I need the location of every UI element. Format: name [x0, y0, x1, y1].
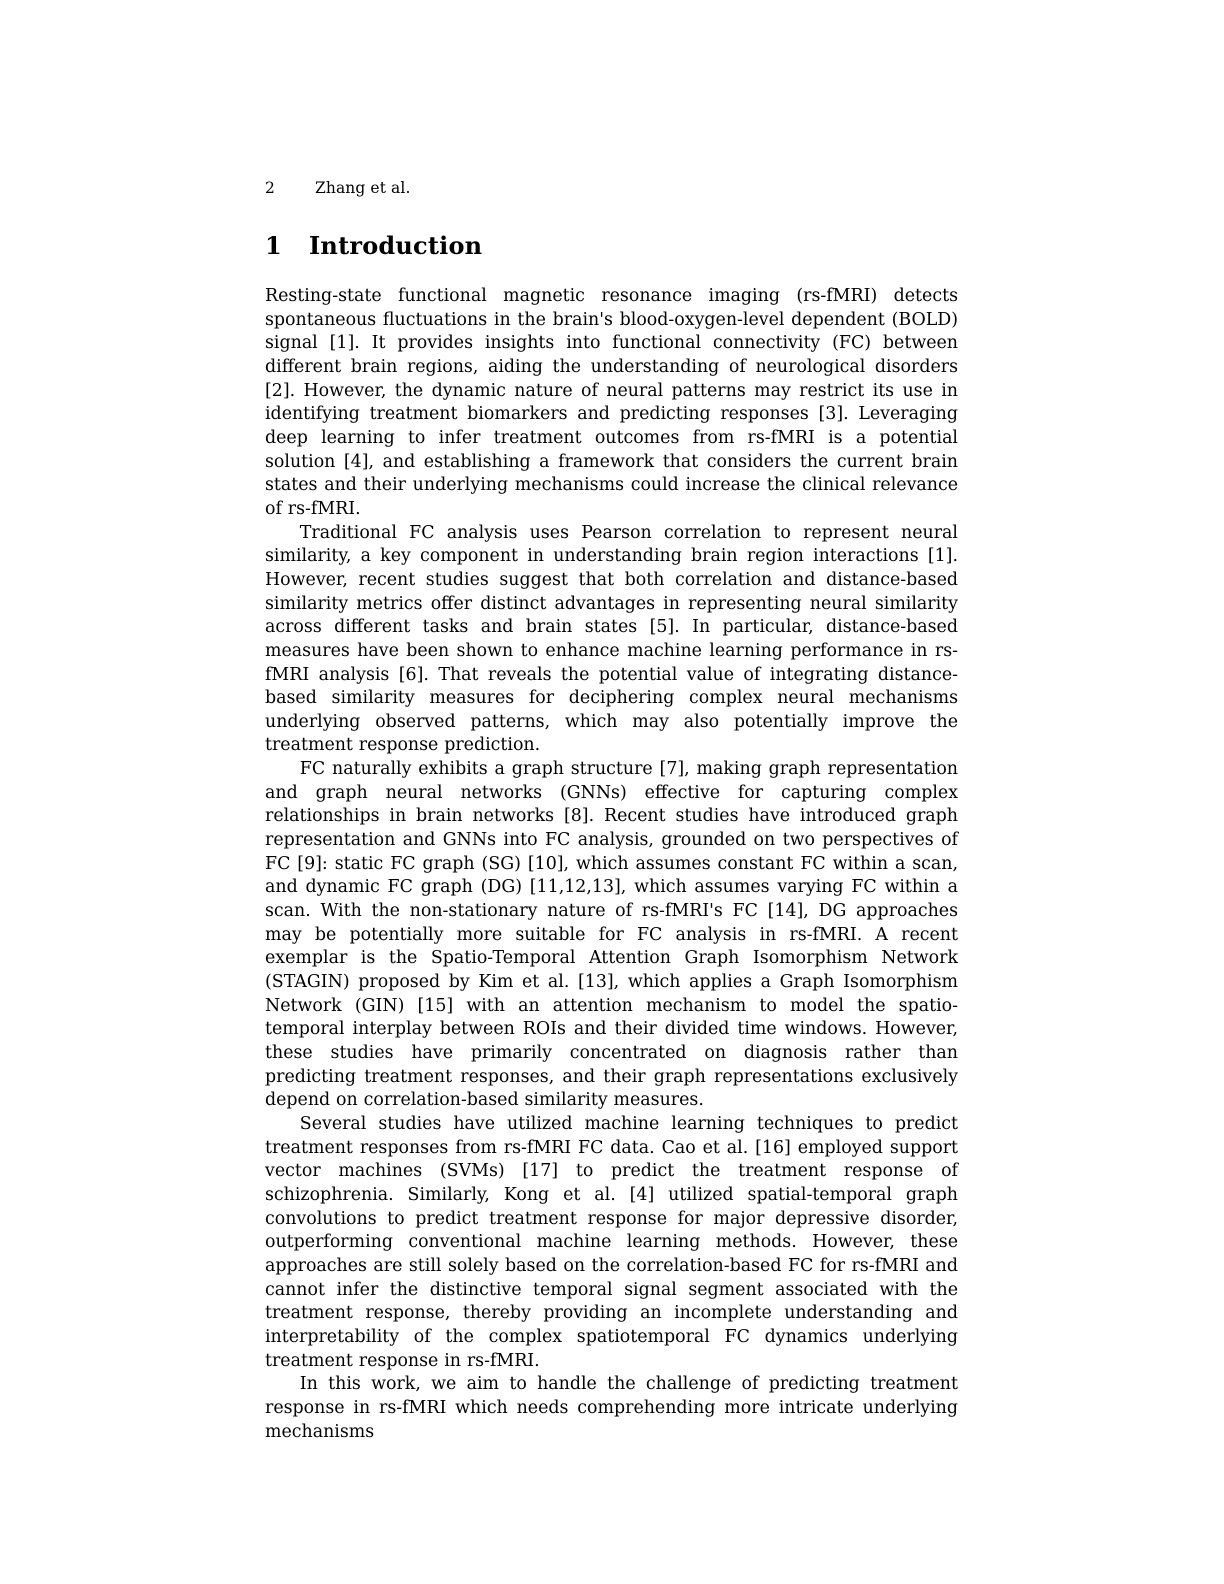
paragraph: In this work, we aim to handle the challenge of predicting treatment response in rs-fMRI which needs comprehending more intricate underlying mechanisms [265, 1374, 958, 1442]
page-content [265, 178, 958, 1444]
paragraph: Several studies have utilized machine learning techniques to predict treatment responses from rs-fMRI FC data. Cao et al. [16] employed support vector machines (SVMs) [17] to predict the treatment response of schizophrenia. Similarly, Kong et al. [4] utilized spatial-temporal graph convolutions to predict treatment response for major depressive disorder, outperforming conventional machine learning methods. However, these approaches are still solely based on the correlation-based FC for rs-fMRI and cannot infer the distinctive temporal signal segment associated with the treatment response, thereby providing an incomplete understanding and interpretability of the complex spatiotemporal FC dynamics underlying treatment response in rs-fMRI. [265, 1113, 958, 1371]
section-number: 1 [265, 231, 282, 260]
page-number: 2 [265, 179, 275, 197]
paragraph: Traditional FC analysis uses Pearson correlation to represent neural similarity, a key component in understanding brain region interactions [1]. However, recent studies suggest that both correlation and distance-based similarity metrics offer distinct advantages in representing neural similarity across different tasks and brain states [5]. In particular, distance-based measures have been shown to enhance machine learning performance in rs-fMRI analysis [6]. That reveals the potential value of integrating distance-based similarity measures for deciphering complex neural mechanisms underlying observed patterns, which may also potentially improve the treatment response prediction. [265, 522, 958, 756]
body-text [265, 285, 958, 1444]
running-head [265, 178, 958, 198]
section-title: Introduction [309, 231, 483, 260]
paragraph: Resting-state functional magnetic resonance imaging (rs-fMRI) detects spontaneous fluctuations in the brain's blood-oxygen-level dependent (BOLD) signal [1]. It provides insights into functional connectivity (FC) between different brain regions, aiding the understanding of neurological disorders [2]. However, the dynamic nature of neural patterns may restrict its use in identifying treatment biomarkers and predicting responses [3]. Leveraging deep learning to infer treatment outcomes from rs-fMRI is a potential solution [4], and establishing a framework that considers the current brain states and their underlying mechanisms could increase the clinical relevance of rs-fMRI. [265, 286, 958, 519]
section-heading [265, 231, 958, 261]
running-head-author: Zhang et al. [315, 179, 411, 197]
paragraph: FC naturally exhibits a graph structure [7], making graph representation and graph neural networks (GNNs) effective for capturing complex relationships in brain networks [8]. Recent studies have introduced graph representation and GNNs into FC analysis, grounded on two perspectives of FC [9]: static FC graph (SG) [10], which assumes constant FC within a scan, and dynamic FC graph (DG) [11,12,13], which assumes varying FC within a scan. With the non-stationary nature of rs-fMRI's FC [14], DG approaches may be potentially more suitable for FC analysis in rs-fMRI. A recent exemplar is the Spatio-Temporal Attention Graph Isomorphism Network (STAGIN) proposed by Kim et al. [13], which applies a Graph Isomorphism Network (GIN) [15] with an attention mechanism to model the spatio-temporal interplay between ROIs and their divided time windows. However, these studies have primarily concentrated on diagnosis rather than predicting treatment responses, and their graph representations exclusively depend on correlation-based similarity measures. [265, 759, 958, 1111]
